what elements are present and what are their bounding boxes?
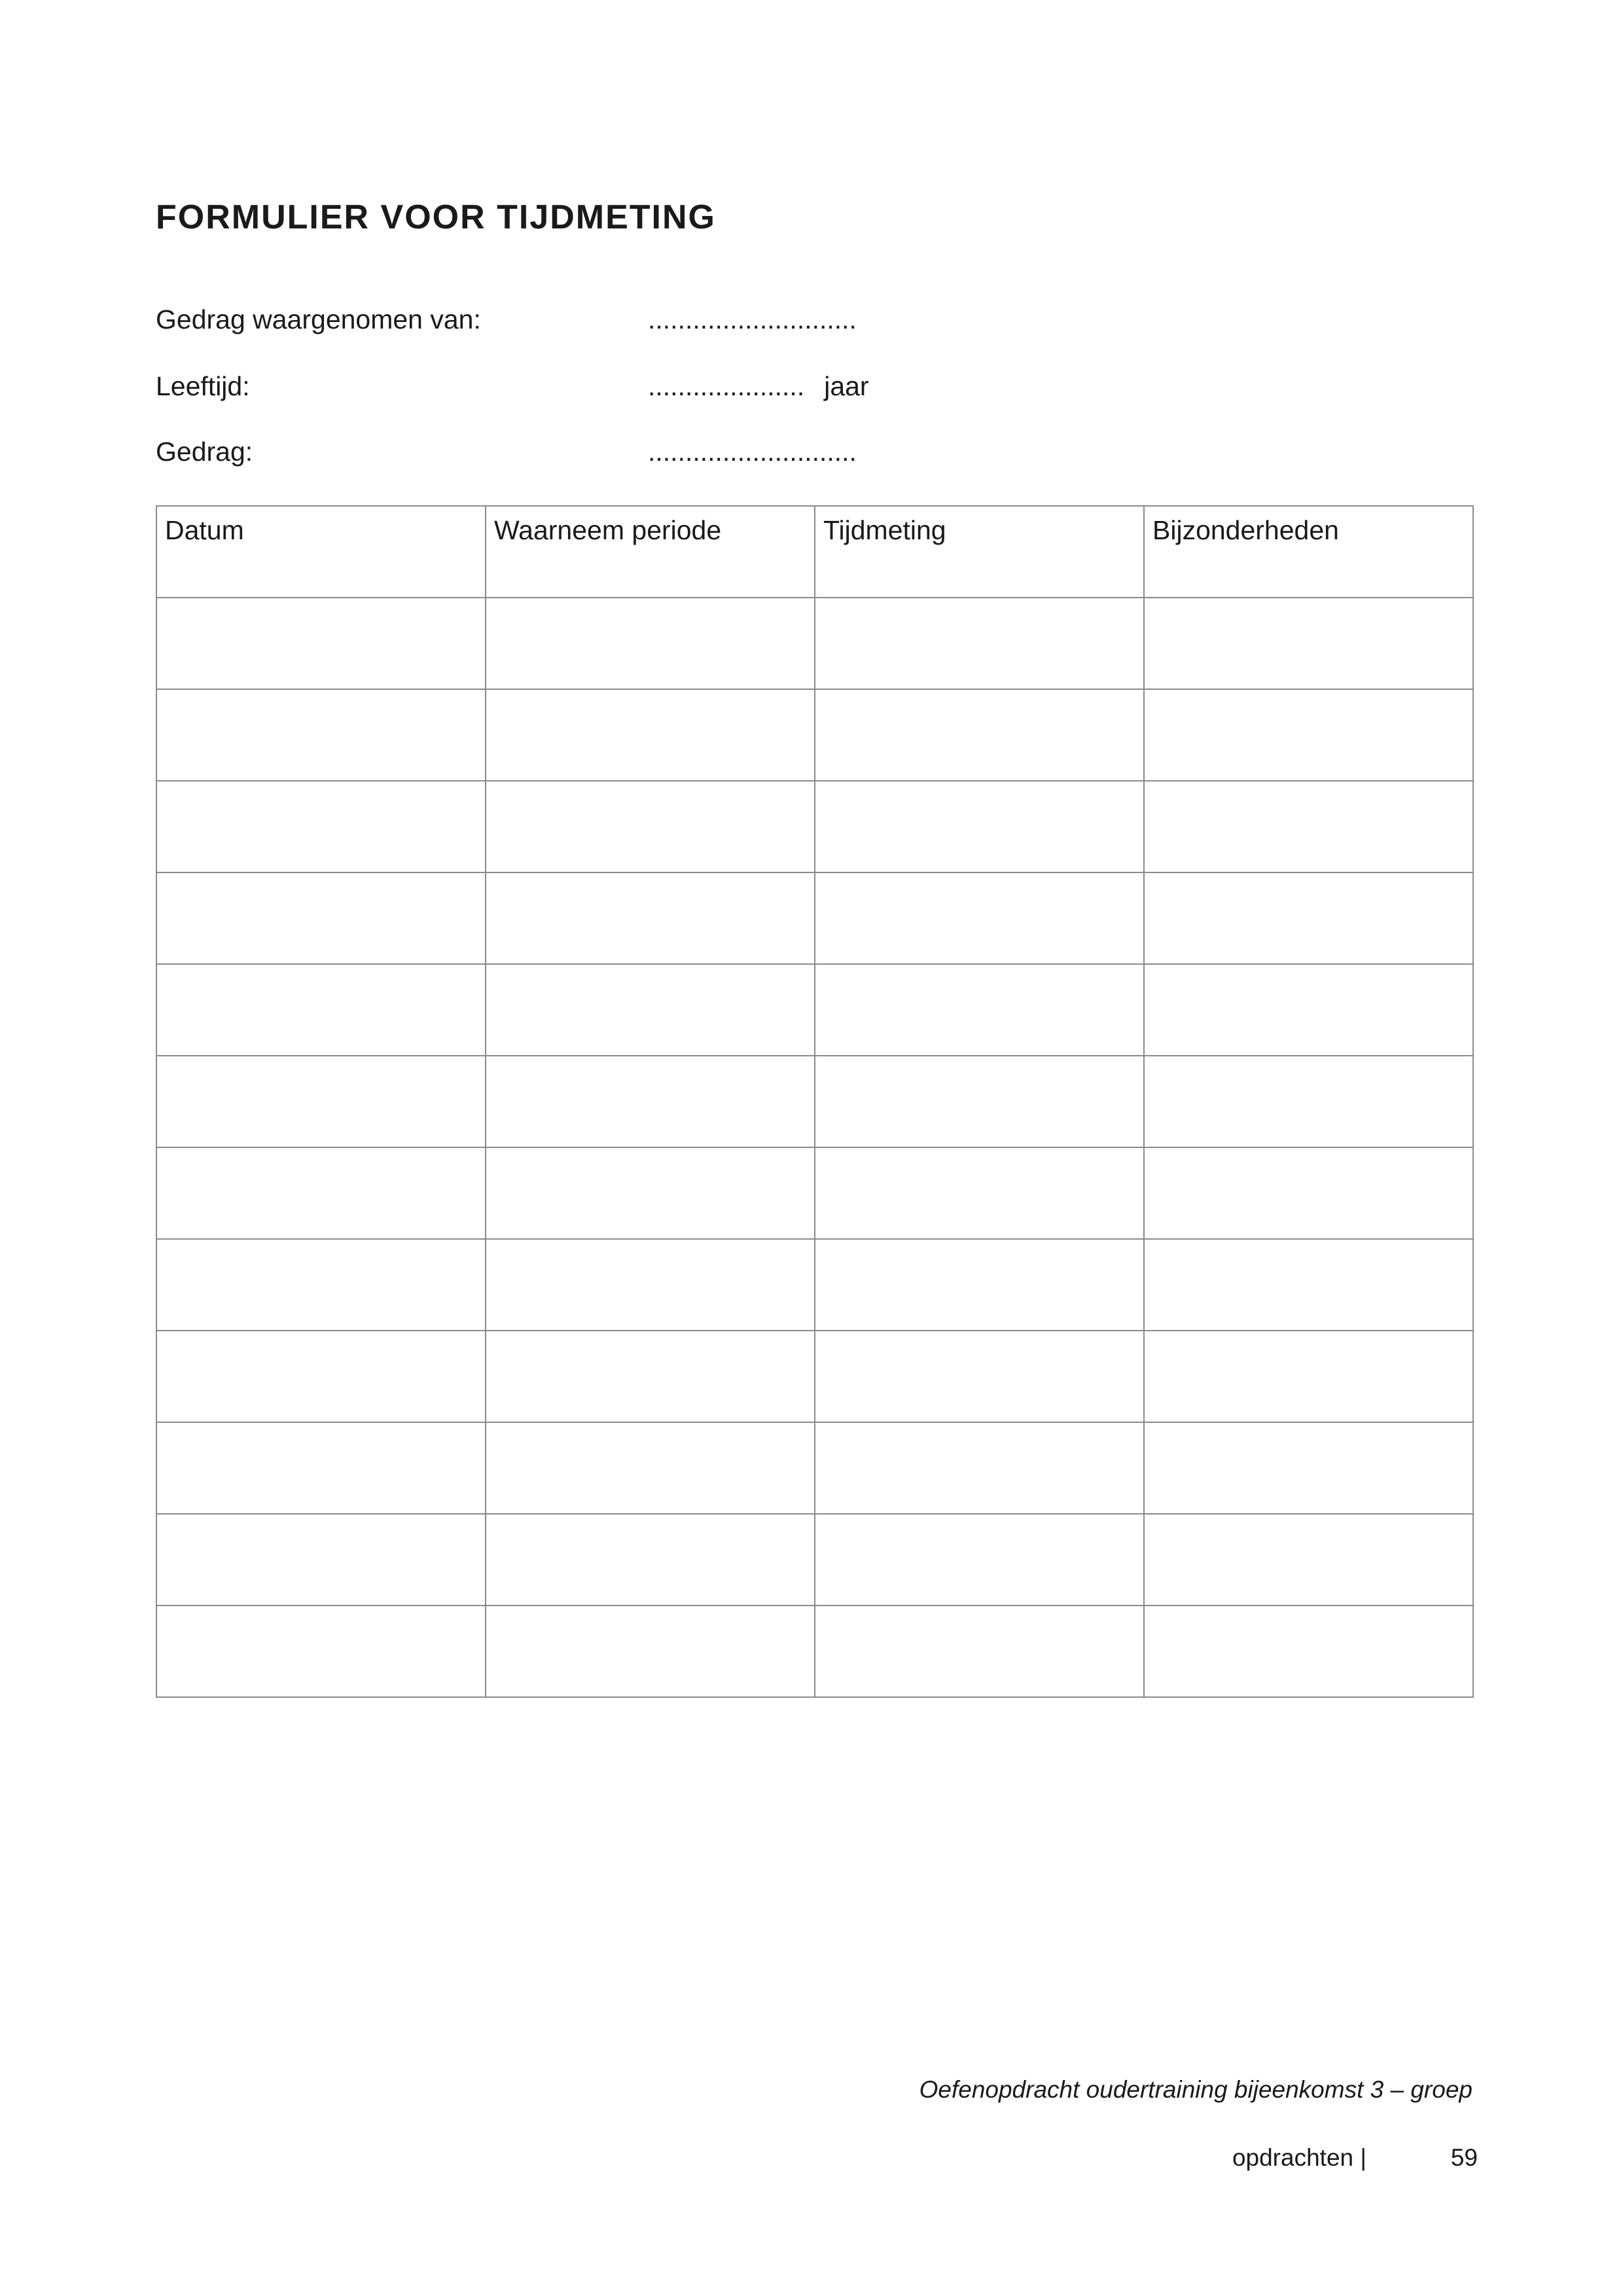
table-cell-empty [156,689,486,781]
field-label: Gedrag waargenomen van: [156,304,481,334]
table-row [156,1239,1473,1331]
field-value-blank [648,368,869,404]
table-cell-empty [815,1056,1144,1147]
table-cell-empty [156,1056,486,1147]
table-cell-empty [815,1605,1144,1697]
table-cell-empty [156,1331,486,1422]
table-cell-empty [486,1605,815,1697]
table-header-row [156,506,1473,598]
table-row [156,598,1473,689]
page-title: FORMULIER VOOR TIJDMETING [156,198,716,236]
table-row [156,1147,1473,1239]
table-row [156,781,1473,872]
table-cell-empty [156,1147,486,1239]
table-cell-empty [815,689,1144,781]
table-cell-empty [486,964,815,1056]
table-cell-empty [1144,1056,1473,1147]
table-cell-empty [1144,872,1473,964]
table-cell-empty [815,1422,1144,1514]
table-cell-empty [486,1331,815,1422]
table-cell-empty [1144,1147,1473,1239]
table-cell-empty [486,1422,815,1514]
table-cell-empty [486,781,815,872]
footer-caption: Oefenopdracht oudertraining bijeenkomst 3 – groep [919,2076,1472,2103]
table-cell-empty [156,598,486,689]
dotted-blank: ..................... [648,371,805,401]
table-row [156,1422,1473,1514]
field-value-blank [648,301,857,338]
table-cell-empty [1144,1331,1473,1422]
field-value-blank [648,433,857,470]
page-number: 59 [1450,2144,1478,2171]
table-cell-empty [1144,1605,1473,1697]
table-cell-empty [815,1147,1144,1239]
table-cell-empty [815,964,1144,1056]
table-cell-empty [815,1239,1144,1331]
footer-section-label: opdrachten | [1232,2144,1366,2171]
column-header-time-measurement: Tijdmeting [815,506,1144,598]
table-cell-empty [1144,598,1473,689]
table-cell-empty [486,1239,815,1331]
table-cell-empty [815,598,1144,689]
table-cell-empty [486,689,815,781]
table-cell-empty [1144,964,1473,1056]
table-cell-empty [156,1239,486,1331]
table-cell-empty [156,1514,486,1605]
table-cell-empty [1144,1422,1473,1514]
table-cell-empty [1144,781,1473,872]
column-header-date: Datum [156,506,486,598]
table-cell-empty [1144,1514,1473,1605]
table-cell-empty [1144,689,1473,781]
table-cell-empty [156,1422,486,1514]
table-row [156,1605,1473,1697]
table-cell-empty [156,872,486,964]
table-cell-empty [815,781,1144,872]
table-cell-empty [486,1147,815,1239]
table-cell-empty [486,1514,815,1605]
table-cell-empty [156,964,486,1056]
table-cell-empty [156,1605,486,1697]
table-cell-empty [486,872,815,964]
table-row [156,872,1473,964]
field-label: Gedrag: [156,437,253,467]
field-label: Leeftijd: [156,371,250,401]
table-cell-empty [815,1514,1144,1605]
table-row [156,1514,1473,1605]
table-body [156,598,1473,1697]
time-measurement-table [156,505,1474,1698]
column-header-observation-period: Waarneem periode [486,506,815,598]
table-row [156,1056,1473,1147]
table-cell-empty [815,1331,1144,1422]
dotted-blank: ............................ [648,304,857,334]
table-cell-empty [815,872,1144,964]
table-cell-empty [486,598,815,689]
table-cell-empty [486,1056,815,1147]
column-header-particulars: Bijzonderheden [1144,506,1473,598]
table-cell-empty [156,781,486,872]
table-row [156,964,1473,1056]
table-row [156,1331,1473,1422]
table-cell-empty [1144,1239,1473,1331]
dotted-blank: ............................ [648,437,857,467]
table-row [156,689,1473,781]
field-unit: jaar [824,371,869,401]
